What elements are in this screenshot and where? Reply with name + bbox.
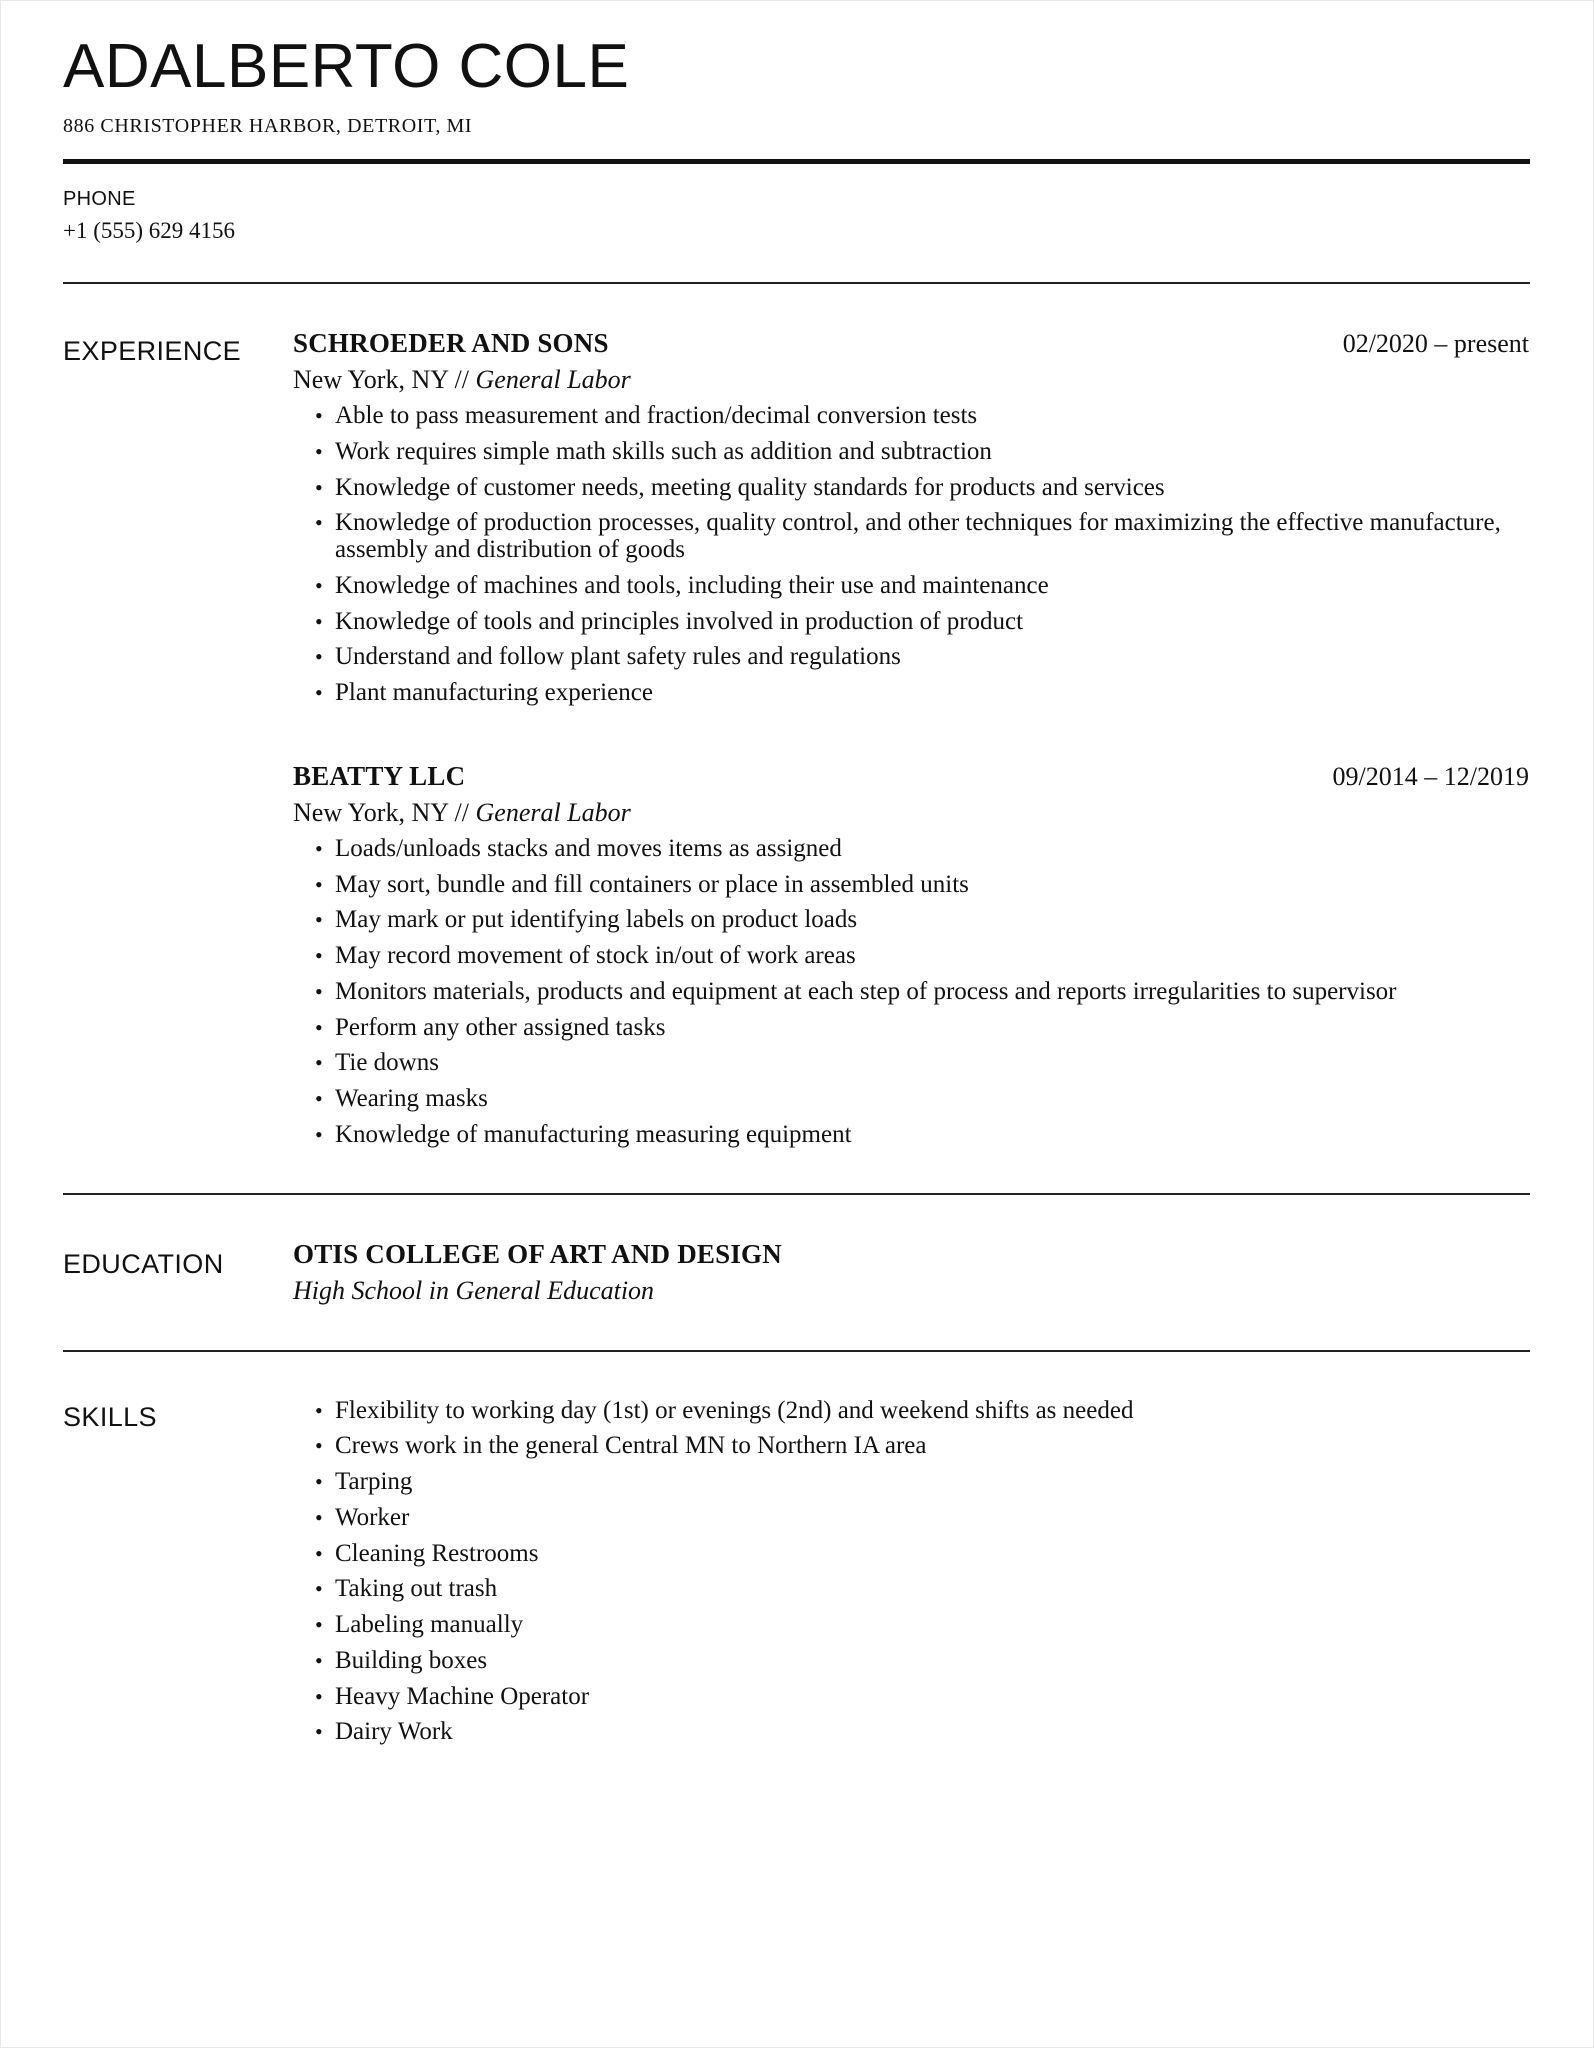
section-education [63, 1195, 1529, 1350]
experience-entry [293, 328, 1529, 707]
list-item: • Heavy Machine Operator [293, 1684, 1529, 1711]
list-item: • Knowledge of tools and principles involved in production of product [293, 609, 1529, 636]
section-skills [63, 1352, 1529, 1767]
list-item: • Crews work in the general Central MN to Northern IA area [293, 1433, 1529, 1460]
employer-name: SCHROEDER AND SONS [293, 328, 609, 358]
list-item: • Perform any other assigned tasks [293, 1015, 1529, 1042]
phone-value: +1 (555) 629 4156 [63, 217, 236, 243]
skills-label-column [63, 1398, 293, 1433]
employment-location-role [293, 365, 1529, 395]
education-entries [293, 1239, 1529, 1306]
skills-body [293, 1398, 1529, 1747]
employment-location: New York, NY // [293, 365, 476, 394]
experience-entry-header [293, 328, 1529, 359]
employment-role: General Labor [475, 797, 631, 827]
skills-bullet-list [293, 1398, 1529, 1747]
list-item: • Knowledge of production processes, quality control, and other techniques for maximizing the effective manufacture, assembly and distribution of goods [293, 510, 1529, 564]
candidate-address: 886 CHRISTOPHER HARBOR, DETROIT, MI [63, 114, 473, 137]
employment-location: New York, NY // [293, 797, 476, 827]
list-item: • Knowledge of customer needs, meeting quality standards for products and services [293, 475, 1529, 502]
list-item: • Cleaning Restrooms [293, 1541, 1529, 1568]
list-item: • Work requires simple math skills such as addition and subtraction [293, 439, 1529, 466]
contact-block [63, 164, 1529, 282]
experience-entry [293, 761, 1529, 1149]
list-item: • Worker [293, 1505, 1529, 1532]
employment-role: General Labor [475, 365, 631, 394]
degree-name: High School in General Education [293, 1275, 655, 1305]
list-item: • Flexibility to working day (1st) or evenings (2nd) and weekend shifts as needed [293, 1398, 1529, 1425]
employment-dates: 02/2020 – present [1342, 329, 1529, 358]
list-item: • Tie downs [293, 1050, 1529, 1077]
employer-name: BEATTY LLC [293, 760, 466, 791]
list-item: • May record movement of stock in/out of work areas [293, 943, 1529, 970]
experience-entry-header [293, 761, 1529, 792]
list-item: • Plant manufacturing experience [293, 680, 1529, 707]
section-experience [63, 284, 1529, 1193]
list-item: • Understand and follow plant safety rules and regulations [293, 644, 1529, 671]
list-item: • Knowledge of machines and tools, including their use and maintenance [293, 573, 1529, 600]
list-item: • Monitors materials, products and equipment at each step of process and reports irregularities to supervisor [293, 979, 1529, 1006]
resume-header [63, 1, 1529, 138]
list-item: • Tarping [293, 1469, 1529, 1496]
section-title-skills: SKILLS [63, 1401, 157, 1432]
experience-entries [293, 328, 1529, 1149]
list-item: • Knowledge of manufacturing measuring equipment [293, 1122, 1529, 1149]
list-item: • Taking out trash [293, 1576, 1529, 1603]
employment-location-role [293, 798, 1529, 828]
list-item: • Dairy Work [293, 1719, 1529, 1746]
section-title-experience: EXPERIENCE [63, 336, 242, 366]
experience-bullet-list [293, 836, 1529, 1149]
list-item: • May sort, bundle and fill containers or place in assembled units [293, 872, 1529, 899]
section-title-education: EDUCATION [63, 1248, 224, 1279]
phone-label: PHONE [63, 187, 136, 210]
list-item: • May mark or put identifying labels on product loads [293, 907, 1529, 934]
education-entry [293, 1239, 1529, 1306]
experience-bullet-list [293, 403, 1529, 707]
institution-name: OTIS COLLEGE OF ART AND DESIGN [293, 1238, 782, 1269]
list-item: • Building boxes [293, 1648, 1529, 1675]
education-label-column [63, 1239, 293, 1280]
experience-label-column [63, 328, 293, 367]
candidate-name: ADALBERTO COLE [63, 32, 630, 101]
employment-dates: 09/2014 – 12/2019 [1332, 761, 1529, 791]
list-item: • Labeling manually [293, 1612, 1529, 1639]
list-item: • Able to pass measurement and fraction/decimal conversion tests [293, 403, 1529, 430]
list-item: • Wearing masks [293, 1086, 1529, 1113]
list-item: • Loads/unloads stacks and moves items as assigned [293, 836, 1529, 863]
